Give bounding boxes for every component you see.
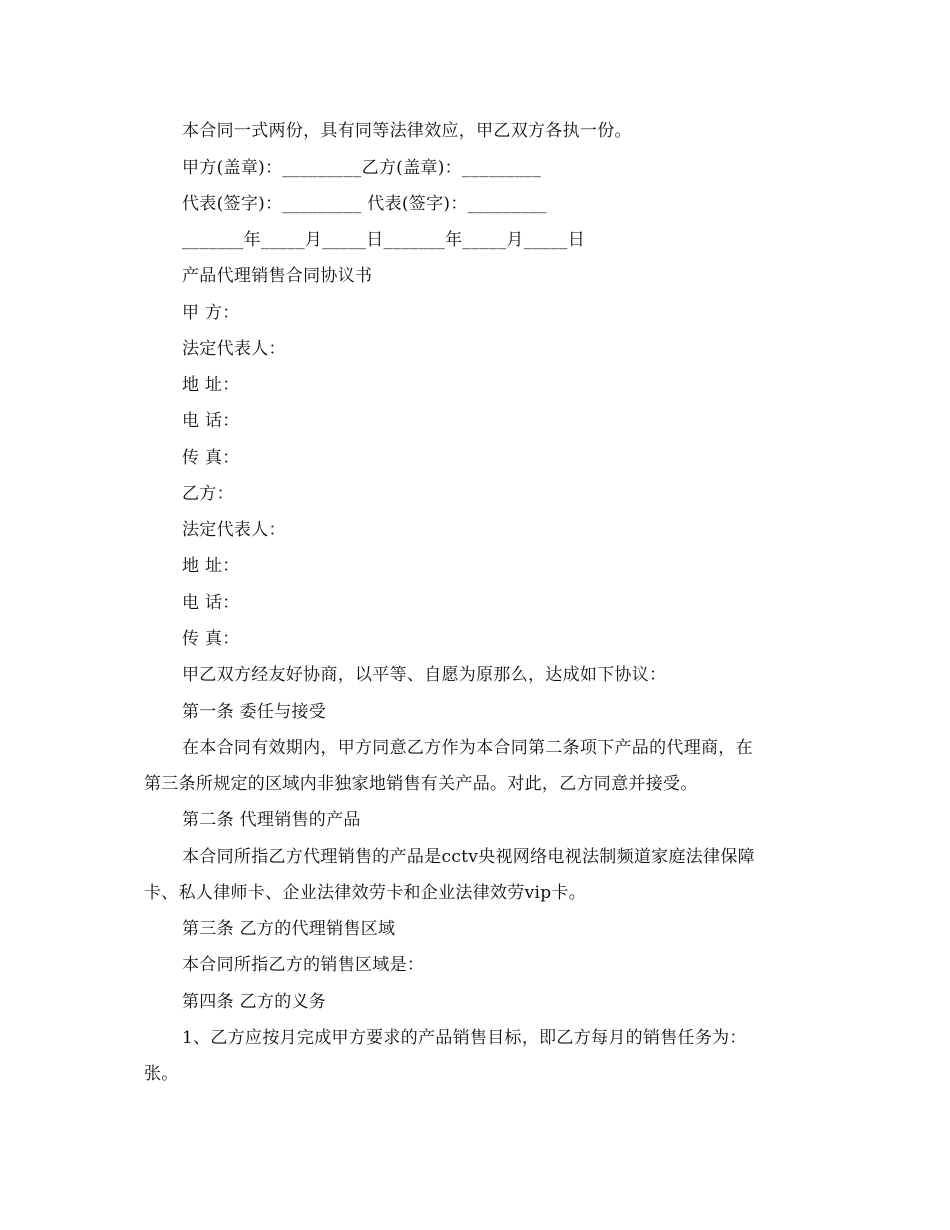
- party-b-legal-rep: 法定代表人：: [182, 520, 286, 540]
- party-a-phone: 电 话：: [182, 411, 240, 431]
- article-2-heading: 第二条 代理销售的产品: [182, 810, 361, 830]
- article-1-heading: 第一条 委任与接受: [182, 702, 327, 722]
- article-4-heading: 第四条 乙方的义务: [182, 992, 327, 1012]
- party-a-fax: 传 真：: [182, 448, 240, 468]
- party-b-fax: 传 真：: [182, 629, 240, 649]
- signature-line: 代表(签字)：_________ 代表(签字)：_________: [182, 194, 547, 214]
- article-3-text: 本合同所指乙方的销售区域是：: [182, 955, 425, 975]
- article-1-text-cont: 第三条所规定的区域内非独家地销售有关产品。对此，乙方同意并接受。: [144, 774, 698, 794]
- article-3-heading: 第三条 乙方的代理销售区域: [182, 919, 396, 939]
- agreement-title: 产品代理销售合同协议书: [182, 266, 373, 286]
- party-a-legal-rep: 法定代表人：: [182, 339, 286, 359]
- party-a-address: 地 址：: [182, 375, 240, 395]
- article-4-item-1: 1、乙方应按月完成甲方要求的产品销售目标，即乙方每月的销售任务为：: [182, 1028, 747, 1048]
- article-2-text-cont: 卡、私人律师卡、企业法律效劳卡和企业法律效劳vip卡。: [144, 883, 587, 903]
- contract-copies-clause: 本合同一式两份，具有同等法律效应，甲乙双方各执一份。: [182, 121, 632, 141]
- article-2-text: 本合同所指乙方代理销售的产品是cctv央视网络电视法制频道家庭法律保障: [182, 847, 755, 867]
- party-b-label: 乙方：: [182, 484, 234, 504]
- seal-line: 甲方(盖章)：_________乙方(盖章)：_________: [182, 158, 542, 178]
- party-a-label: 甲 方：: [182, 303, 240, 323]
- party-b-phone: 电 话：: [182, 593, 240, 613]
- party-b-address: 地 址：: [182, 556, 240, 576]
- article-4-item-1-cont: 张。: [144, 1064, 179, 1084]
- date-line: _______年_____月_____日_______年_____月_____日: [182, 230, 585, 250]
- article-1-text: 在本合同有效期内，甲方同意乙方作为本合同第二条项下产品的代理商，在: [182, 738, 753, 758]
- preamble: 甲乙双方经友好协商，以平等、自愿为原那么，达成如下协议：: [182, 665, 667, 685]
